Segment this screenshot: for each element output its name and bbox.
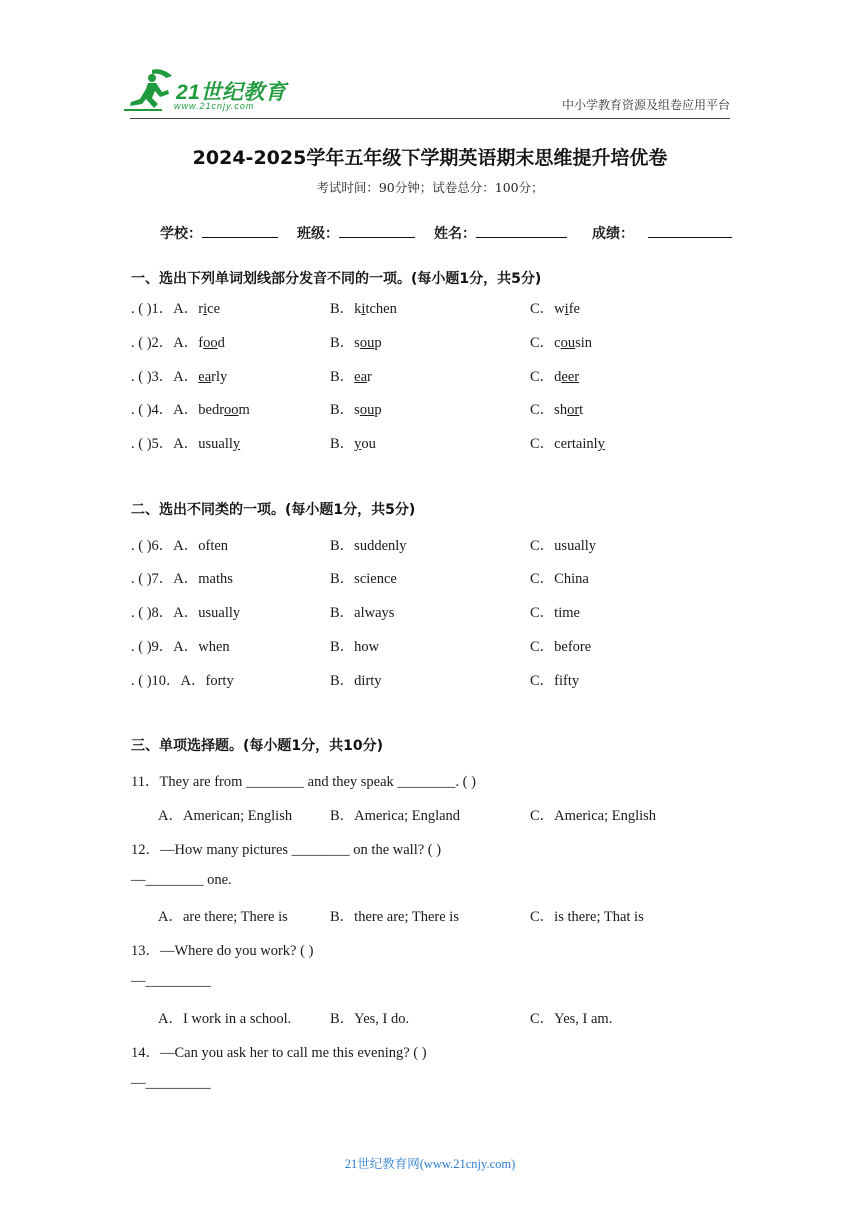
option-a-word: usually — [198, 436, 241, 452]
option-b-word: kitchen — [354, 301, 397, 317]
option-c[interactable]: C．short — [530, 402, 584, 418]
class-blank[interactable] — [339, 224, 415, 238]
option-a[interactable]: . ( )3．A．early — [131, 369, 228, 385]
classify-question-8 — [131, 601, 731, 623]
name-label: 姓名： — [434, 226, 476, 242]
section-2-heading: 二、选出不同类的一项。(每小题1分，共5分) — [131, 502, 416, 518]
phonics-question-3 — [131, 365, 731, 387]
option-b-word: you — [354, 436, 376, 452]
option-b[interactable]: B．Yes, I do. — [330, 1011, 410, 1027]
option-a[interactable]: . ( )8．A．usually — [131, 605, 241, 621]
question-14-answer-line: —_________ — [131, 1075, 211, 1091]
option-c-word: wife — [554, 301, 580, 317]
option-a[interactable]: . ( )2．A．food — [131, 335, 225, 351]
option-b-word: soup — [354, 335, 382, 351]
option-c[interactable]: C．cousin — [530, 335, 593, 351]
class-label: 班级： — [297, 226, 339, 242]
score-blank[interactable] — [648, 224, 732, 238]
option-c[interactable]: C．fifty — [530, 673, 580, 689]
option-a-word: early — [198, 369, 228, 385]
option-c[interactable]: C．time — [530, 605, 580, 621]
option-b[interactable]: B．suddenly — [330, 538, 407, 554]
question-11-options — [131, 804, 731, 826]
school-label: 学校： — [160, 226, 202, 242]
option-c[interactable]: C．usually — [530, 538, 597, 554]
classify-question-7 — [131, 567, 731, 589]
question-13-options — [131, 1007, 731, 1029]
option-c-word: cousin — [554, 335, 593, 351]
option-a[interactable]: A．are there; There is — [158, 909, 288, 925]
option-b[interactable]: B．always — [330, 605, 395, 621]
option-a[interactable]: . ( )7．A．maths — [131, 571, 233, 587]
option-a-word: rice — [198, 301, 221, 317]
question-12: 12．—How many pictures ________ on the wall? ( ) — [131, 842, 442, 858]
option-b[interactable]: B．kitchen — [330, 301, 397, 317]
phonics-question-5 — [131, 432, 731, 454]
option-c[interactable]: C．China — [530, 571, 589, 587]
option-b-word: soup — [354, 402, 382, 418]
school-blank[interactable] — [202, 224, 278, 238]
option-a[interactable]: . ( )1．A．rice — [131, 301, 221, 317]
option-c-word: certainly — [554, 436, 605, 452]
option-b[interactable]: B．soup — [330, 335, 382, 351]
option-c[interactable]: C．is there; That is — [530, 909, 644, 925]
option-b[interactable]: B．you — [330, 436, 376, 452]
question-13: 13．—Where do you work? ( ) — [131, 943, 314, 959]
question-12-answer-line: —________ one. — [131, 872, 232, 888]
classify-question-6 — [131, 534, 731, 556]
section-3-heading: 三、单项选择题。(每小题1分，共10分) — [131, 738, 384, 754]
option-b[interactable]: B．America; England — [330, 808, 461, 824]
score-label: 成绩： — [592, 226, 634, 242]
phonics-question-2 — [131, 331, 731, 353]
option-a[interactable]: . ( )4．A．bedroom — [131, 402, 250, 418]
option-b[interactable]: B．science — [330, 571, 397, 587]
option-c[interactable]: C．America; English — [530, 808, 657, 824]
phonics-question-1 — [131, 297, 731, 319]
runner-logo-icon — [122, 66, 178, 114]
option-c[interactable]: C．certainly — [530, 436, 605, 452]
footer-link[interactable]: 21世纪教育网(www.21cnjy.com) — [344, 1157, 516, 1171]
page-header — [0, 0, 860, 122]
header-divider — [130, 118, 730, 119]
question-13-answer-line: —_________ — [131, 973, 211, 989]
phonics-question-4 — [131, 398, 731, 420]
option-b[interactable]: B．ear — [330, 369, 372, 385]
logo-text: 21世纪教育 — [176, 81, 287, 104]
option-b[interactable]: B．dirty — [330, 673, 382, 689]
option-a[interactable]: . ( )9．A．when — [131, 639, 230, 655]
option-c-word: deer — [554, 369, 580, 385]
option-c[interactable]: C．deer — [530, 369, 580, 385]
option-a[interactable]: . ( )6．A．often — [131, 538, 229, 554]
classify-question-9 — [131, 635, 731, 657]
logo — [122, 66, 292, 116]
option-b[interactable]: B．soup — [330, 402, 382, 418]
classify-question-10 — [131, 669, 731, 691]
name-field[interactable] — [434, 223, 567, 243]
option-c[interactable]: C．before — [530, 639, 592, 655]
page-title: 2024-2025学年五年级下学期英语期末思维提升培优卷 — [192, 147, 668, 169]
question-12-options — [131, 905, 731, 927]
option-c[interactable]: C．Yes, I am. — [530, 1011, 613, 1027]
option-a-word: food — [198, 335, 225, 351]
class-field[interactable] — [297, 223, 415, 243]
section-1-heading: 一、选出下列单词划线部分发音不同的一项。(每小题1分，共5分) — [131, 271, 542, 287]
name-blank[interactable] — [476, 224, 567, 238]
option-b[interactable]: B．there are; There is — [330, 909, 459, 925]
school-field[interactable] — [160, 223, 278, 243]
option-a[interactable]: A．American; English — [158, 808, 293, 824]
option-c-word: short — [554, 402, 584, 418]
platform-name: 中小学教育资源及组卷应用平台 — [561, 98, 730, 112]
option-a[interactable]: . ( )5．A．usually — [131, 436, 241, 452]
question-14: 14．—Can you ask her to call me this evening? ( ) — [131, 1045, 427, 1061]
option-a[interactable]: A．I work in a school. — [158, 1011, 292, 1027]
option-c[interactable]: C．wife — [530, 301, 580, 317]
logo-url: www.21cnjy.com — [174, 101, 255, 111]
option-a[interactable]: . ( )10．A．forty — [131, 673, 234, 689]
option-b-word: ear — [354, 369, 372, 385]
score-field[interactable] — [592, 223, 732, 243]
exam-info: 考试时间：90分钟；试卷总分：100分； — [316, 180, 544, 195]
option-a-word: bedroom — [198, 402, 250, 418]
question-11: 11．They are from ________ and they speak ________. ( ) — [131, 774, 476, 790]
option-b[interactable]: B．how — [330, 639, 380, 655]
